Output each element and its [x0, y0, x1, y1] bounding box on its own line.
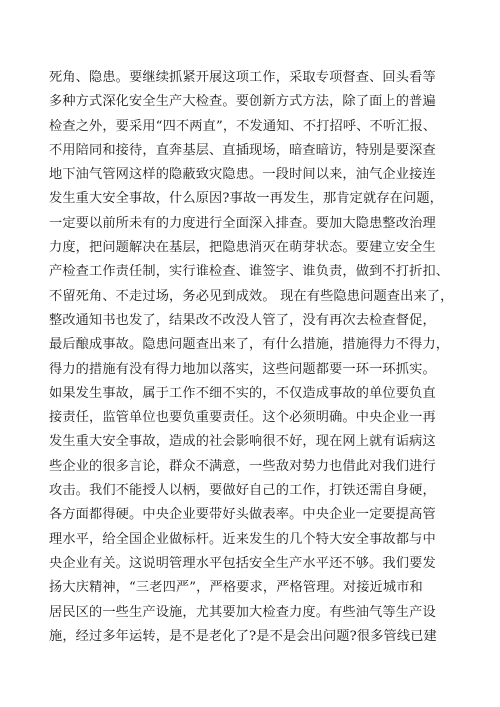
text-line: 各方面都得硬。中央企业要带好头做表率。中央企业一定要提高管: [49, 507, 436, 523]
text-line: 如果发生事故，属于工作不细不实的，不仅造成事故的单位要负直: [49, 385, 436, 401]
text-line: 发生重大安全事故，造成的社会影响很不好，现在网上就有诟病这: [49, 434, 436, 450]
text-line: 发生重大安全事故，什么原因?事故一再发生，那肯定就存在问题，: [49, 191, 444, 207]
text-line: 最后酿成事故。隐患问题查出来了，有什么措施，措施得力不得力，: [49, 337, 450, 353]
text-line: 一定要以前所未有的力度进行全面深入排查。要加大隐患整改治理: [49, 215, 436, 231]
text-line: 理水平，给全国企业做标杆。近来发生的几个特大安全事故都与中: [49, 531, 436, 547]
text-line: 居民区的一些生产设施，尤其要加大检查力度。有些油气等生产设: [49, 604, 436, 620]
text-line: 产检查工作责任制，实行谁检查、谁签字、谁负责，做到不打折扣、: [49, 264, 450, 280]
text-line: 些企业的很多言论，群众不满意，一些敌对势力也借此对我们进行: [49, 458, 436, 474]
text-line: 多种方式深化安全生产大检查。要创新方式方法，除了面上的普遍: [49, 94, 436, 110]
text-line: 地下油气管网这样的隐蔽致灾隐患。一段时间以来，油气企业接连: [49, 167, 436, 183]
text-line: 力度，把问题解决在基层，把隐患消灭在萌芽状态。要建立安全生: [49, 240, 436, 256]
text-line: 不留死角、不走过场，务必见到成效。 现在有些隐患问题查出来了，: [49, 288, 454, 304]
text-line: 攻击。我们不能授人以柄，要做好自己的工作，打铁还需自身硬，: [49, 483, 436, 499]
text-line: 施，经过多年运转，是不是老化了?是不是会出问题?很多管线已建: [49, 628, 437, 644]
text-line: 扬大庆精神，“三老四严”，严格要求，严格管理。对接近城市和: [49, 580, 423, 596]
text-line: 央企业有关。这说明管理水平包括安全生产水平还不够。我们要发: [49, 555, 436, 571]
text-line: 检查之外，要采用“四不两直”，不发通知、不打招呼、不听汇报、: [49, 118, 437, 134]
text-line: 整改通知书也发了，结果改不改没人管了，没有再次去检查督促，: [49, 312, 436, 328]
text-line: 得力的措施有没有得力地加以落实，这些问题都要一环一环抓实。: [49, 361, 436, 377]
text-line: 死角、隐患。要继续抓紧开展这项工作，采取专项督查、回头看等: [49, 70, 436, 85]
text-line: 接责任，监管单位也要负重要责任。这个必须明确。中央企业一再: [49, 410, 436, 426]
body-text: [49, 66, 459, 649]
text-line: 不用陪同和接待，直奔基层、直插现场，暗查暗访，特别是要深查: [49, 142, 436, 158]
